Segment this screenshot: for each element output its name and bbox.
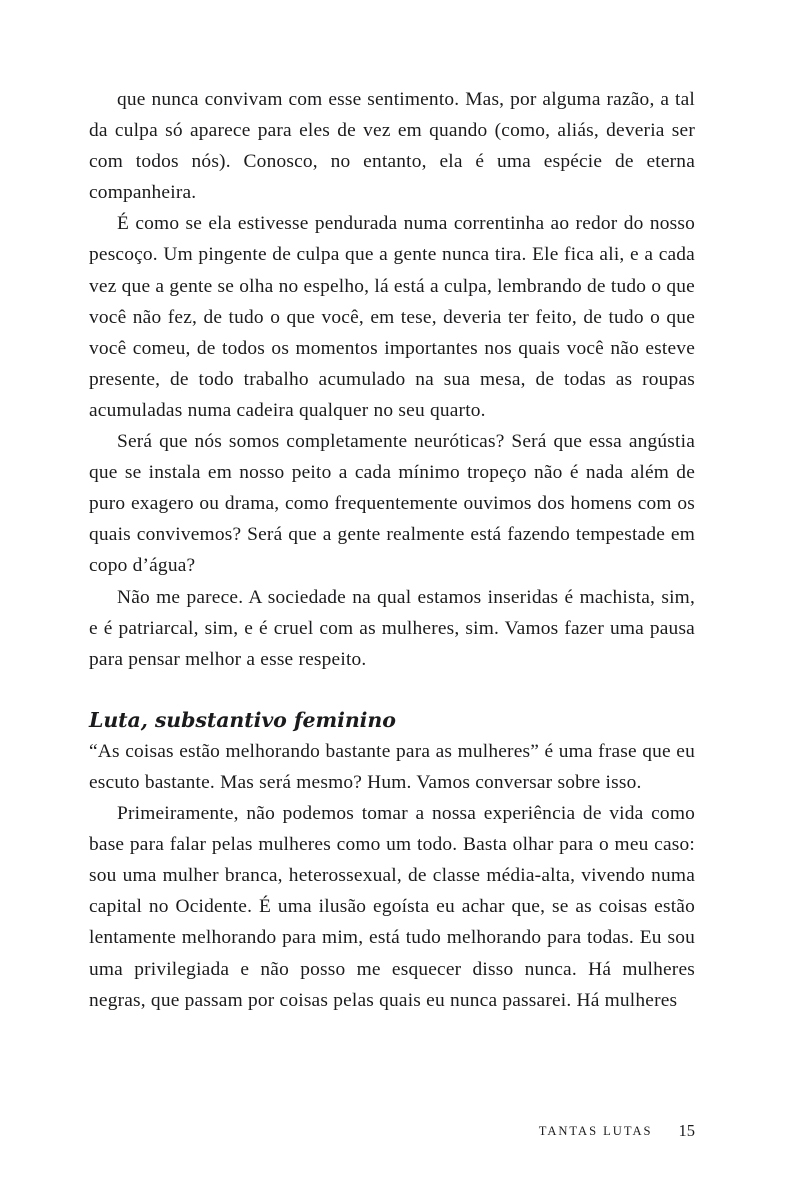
- paragraph: que nunca convivam com esse sentimento. Mas, por alguma razão, a tal da culpa só aparece para eles de vez em quando (como, aliás, deveria ser com todos nós). Conosco, no entanto, ela é uma espécie de eterna companheira.: [89, 89, 695, 204]
- page-footer: [89, 1120, 695, 1144]
- page-number: 15: [678, 1121, 695, 1140]
- paragraph: Será que nós somos completamente neuróticas? Será que essa angústia que se instala em nosso peito a cada mínimo tropeço não é nada além de puro exagero ou drama, como frequentemente ouvimos dos homens com os quais convivemos? Será que a gente realmente está fazendo tempestade em copo d’água?: [89, 431, 695, 577]
- page-text-block: [89, 84, 695, 1016]
- paragraph: Primeiramente, não podemos tomar a nossa experiência de vida como base para falar pelas mulheres como um todo. Basta olhar para o meu caso: sou uma mulher branca, heterossexual, de classe média-alta, vivendo numa capital no Ocidente. É uma ilusão egoísta eu achar que, se as coisas estão lentamente melhorando para mim, está tudo melhorando para todas. Eu sou uma privilegiada e não posso me esquecer disso nunca. Há mulheres negras, que passam por coisas pelas quais eu nunca passarei. Há mulheres: [89, 803, 695, 1011]
- paragraph: “As coisas estão melhorando bastante para as mulheres” é uma frase que eu escuto bastante. Mas será mesmo? Hum. Vamos conversar sobre isso.: [89, 740, 695, 793]
- running-head: TANTAS LUTAS: [538, 1124, 653, 1138]
- paragraph: É como se ela estivesse pendurada numa correntinha ao redor do nosso pescoço. Um pingente de culpa que a gente nunca tira. Ele fica ali, e a cada vez que a gente se olha no espelho, lá está a culpa, lembrando de tudo o que você não fez, de tudo o que você, em tese, deveria ter feito, de tudo o que você comeu, de todos os momentos importantes nos quais você não esteve presente, de todo trabalho acumulado na sua mesa, de todas as roupas acumuladas numa cadeira qualquer no seu quarto.: [89, 213, 695, 421]
- paragraph: Não me parece. A sociedade na qual estamos inseridas é machista, sim, e é patriarcal, sim, e é cruel com as mulheres, sim. Vamos fazer uma pausa para pensar melhor a esse respeito.: [89, 586, 695, 670]
- section-heading: Luta, substantivo feminino: [89, 707, 396, 732]
